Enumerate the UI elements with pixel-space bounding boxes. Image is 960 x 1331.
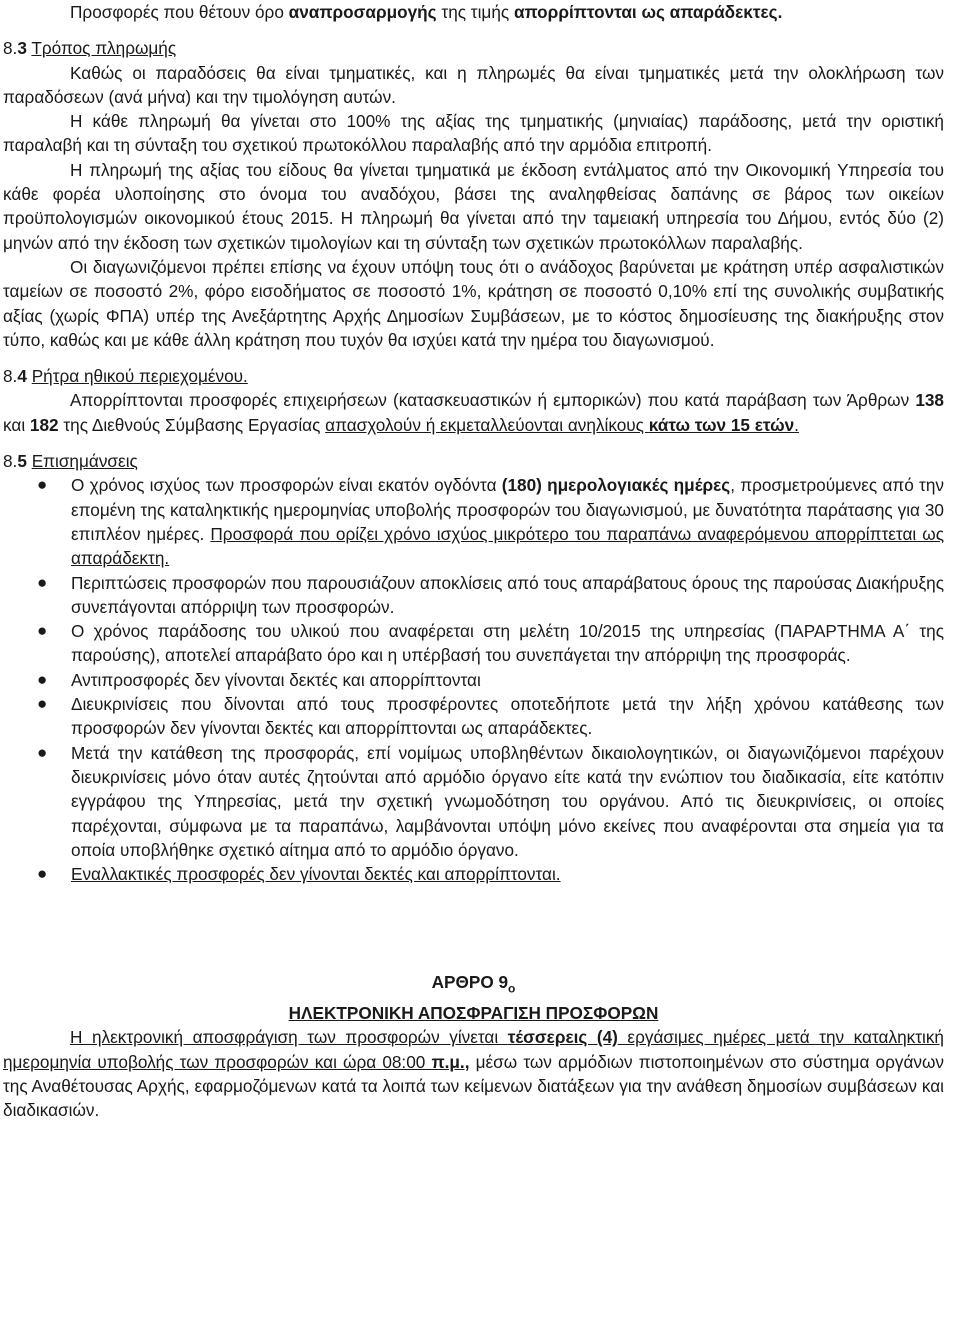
- list-item: [3, 619, 944, 668]
- bullet-icon: ●: [37, 475, 48, 495]
- paragraph-adjustment-clause: [3, 0, 944, 24]
- text: Διευκρινίσεις που δίνονται από τους προσφέροντες οποτεδήποτε μετά την λήξη χρόνου κατάθεσης των προσφορών δεν γίνονται δεκτές και απορρίπτονται ως απαράδεκτες.: [71, 694, 944, 739]
- bullet-list: [3, 473, 944, 886]
- text: Ο χρόνος ισχύος των προσφορών είναι εκατόν ογδόντα: [71, 475, 502, 496]
- text: της Διεθνούς Σύμβασης Εργασίας: [58, 414, 326, 435]
- list-item: [3, 741, 944, 862]
- list-item: [3, 473, 944, 570]
- paragraph: Η κάθε πληρωμή θα γίνεται στο 100% της αξίας της τμηματικής (μηνιαίας) παράδοσης, μετά την οριστική παραλαβή και τη σύνταξη του σχετικού πρωτοκόλλου παραλαβής από την αρμόδια επιτροπή.: [3, 111, 944, 156]
- section-number-bold: 5: [17, 451, 27, 472]
- article-heading: [3, 970, 944, 1001]
- bullet-icon: ●: [37, 621, 48, 641]
- paragraph: Η πληρωμή της αξίας του είδους θα γίνεται τμηματικά με έκδοση εντάλματος από την Οικονομική Υπηρεσία του κάθε φορέα υλοποίησης στο όνομα του αναδόχου, βάσει της αναληφθείσας δαπάνης σε βάρος των οικείων προϋπολογισμών οικονομικού έτους 2015. Η πληρωμή θα γίνεται από την ταμειακή υπηρεσία του Δήμου, εντός δύο (2) μηνών από την έκδοση των σχετικών τιμολογίων και τη σύνταξη των σχετικών πρωτοκόλλων παραλαβής.: [3, 159, 944, 253]
- text: Ο χρόνος παράδοσης του υλικού που αναφέρεται στη μελέτη 10/2015 της υπηρεσίας (ΠΑΡΑΡΤΗΜΑ Α΄ της παρούσης), αποτελεί απαράβατο όρο και η υπέρβασή του συνεπάγεται την απόρριψη της προσφοράς.: [71, 621, 944, 666]
- text: Απορρίπτονται προσφορές επιχειρήσεων (κατασκευαστικών ή εμπορικών) που κατά παράβαση των Άρθρων: [70, 390, 916, 411]
- underlined-text: απασχολούν ή εκμεταλλεύονται ανηλίκους: [325, 414, 649, 435]
- text: της τιμής: [436, 2, 514, 22]
- underlined-bold-text: π.μ.,: [431, 1051, 470, 1072]
- underlined-bold-text: κάτω των 15 ετών: [648, 414, 795, 435]
- section-title: Επισημάνσεις: [31, 451, 138, 472]
- article-subtitle-text: ΗΛΕΚΤΡΟΝΙΚΗ ΑΠΟΣΦΡΑΓΙΣΗ ΠΡΟΣΦΟΡΩΝ: [288, 1003, 659, 1024]
- section-number-bold: 3: [17, 38, 27, 59]
- article-subtitle: [3, 1001, 944, 1025]
- underlined-text: .: [794, 414, 799, 435]
- text: μέσω των αρμόδιων πιστοποιημένων στο σύστημα οργάνων της Αναθέτουσας Αρχής, εφαρμοζόμενων κατά τα λοιπά των κείμενων διατάξεων για την ανάθεση δημοσίων συμβάσεων και διαδικασιών.: [3, 1051, 944, 1121]
- section-number: 8.: [3, 366, 18, 387]
- text: , προσμετρούμενες από την επομένη της καταληκτικής ημερομηνίας υποβολής προσφορών του διαγωνισμού, με δυνατότητα παράτασης για 30 επιπλέον ημέρες.: [71, 475, 944, 544]
- list-item: [3, 668, 944, 692]
- bullet-icon: ●: [37, 669, 48, 689]
- underlined-text: Προσφορά που ορίζει χρόνο ισχύος μικρότερο του παραπάνω αναφερόμενου απορρίπτεται ως απαράδεκτη.: [71, 523, 944, 569]
- bullet-icon: ●: [37, 572, 48, 592]
- list-item: [3, 571, 944, 620]
- section-heading-8-4: [3, 364, 944, 388]
- section-number: 8.: [3, 451, 18, 472]
- text: Μετά την κατάθεση της προσφοράς, επί νομίμως υποβληθέντων δικαιολογητικών, οι διαγωνιζόμενοι παρέχουν διευκρινίσεις μόνο όταν αυτές ζητούνται από αρμόδιο όργανο είτε κατά την ενώπιον του διαδικασία, είτε κατόπιν εγγράφου της Υπηρεσίας, μετά την σχετική γνωμοδότηση του οργάνου. Από τις διευκρινίσεις, οι οποίες παρέχονται, σύμφωνα με τα παραπάνω, λαμβάνονται υπόψη μόνο εκείνες που αναφέρονται στα σημεία για τα οποία υποβλήθηκε σχετικό αίτημα από το αρμόδιο όργανο.: [71, 742, 944, 860]
- section-number: 8.: [3, 38, 18, 59]
- list-item: [3, 692, 944, 741]
- bullet-icon: ●: [37, 864, 48, 884]
- underlined-bold-text: τέσσερεις (4): [507, 1027, 618, 1048]
- bullet-icon: ●: [37, 742, 48, 762]
- bullet-icon: ●: [37, 694, 48, 714]
- list-item: [3, 862, 944, 886]
- section-title: Ρήτρα ηθικού περιεχομένου.: [31, 366, 248, 387]
- underlined-text: Η ηλεκτρονική αποσφράγιση των προσφορών γίνεται: [70, 1027, 508, 1048]
- bold-text: (180) ημερολογιακές ημέρες: [501, 475, 731, 496]
- text: Αντιπροσφορές δεν γίνονται δεκτές και απορρίπτονται: [71, 669, 481, 690]
- text: Περιπτώσεις προσφορών που παρουσιάζουν αποκλίσεις από τους απαράβατους όρους της παρούσας Διακήρυξης συνεπάγονται απόρριψη των προσφορών.: [71, 572, 944, 617]
- section-heading-8-3: [3, 36, 944, 60]
- underlined-text: Εναλλακτικές προσφορές δεν γίνονται δεκτές και απορρίπτονται.: [71, 864, 561, 885]
- bold-text: αναπροσαρμογής: [288, 2, 437, 22]
- text: και: [3, 414, 30, 435]
- ordinal-suffix: ο: [508, 981, 516, 996]
- underlined-text: εργάσιμες ημέρες μετά την καταληκτική ημερομηνία υποβολής των προσφορών και ώρα 08:00: [3, 1027, 944, 1072]
- section-title: Τρόπος πληρωμής: [31, 38, 177, 59]
- bold-text: 182: [29, 414, 59, 435]
- paragraph-ethics-clause: [3, 388, 944, 437]
- article-title: ΑΡΘΡΟ 9: [431, 972, 509, 993]
- paragraph: Καθώς οι παραδόσεις θα είναι τμηματικές, και η πληρωμές θα είναι τμηματικές μετά την ολοκλήρωση των παραδόσεων (ανά μήνα) και την τιμολόγηση αυτών.: [3, 62, 944, 107]
- bold-text: απορρίπτονται ως απαράδεκτες.: [513, 2, 783, 22]
- text: Προσφορές που θέτουν όρο: [70, 2, 289, 22]
- paragraph: Οι διαγωνιζόμενοι πρέπει επίσης να έχουν υπόψη τους ότι ο ανάδοχος βαρύνεται με κράτηση υπέρ ασφαλιστικών ταμείων σε ποσοστό 2%, φόρο εισοδήματος σε ποσοστό 1%, κράτηση σε ποσοστό 0,10% επί της συνολικής συμβατικής αξίας (χωρίς ΦΠΑ) υπέρ της Ανεξάρτητης Αρχής Δημοσίων Συμβάσεων, με το κόστος δημοσίευσης της διακήρυξης στον τύπο, καθώς και με κάθε άλλη κράτηση που τυχόν θα ισχύει κατά την ημέρα του διαγωνισμού.: [3, 256, 944, 350]
- bold-text: 138: [915, 390, 944, 411]
- paragraph-electronic-opening: [3, 1025, 944, 1122]
- section-heading-8-5: [3, 449, 944, 473]
- document-page: [3, 0, 944, 1123]
- section-number-bold: 4: [17, 366, 27, 387]
